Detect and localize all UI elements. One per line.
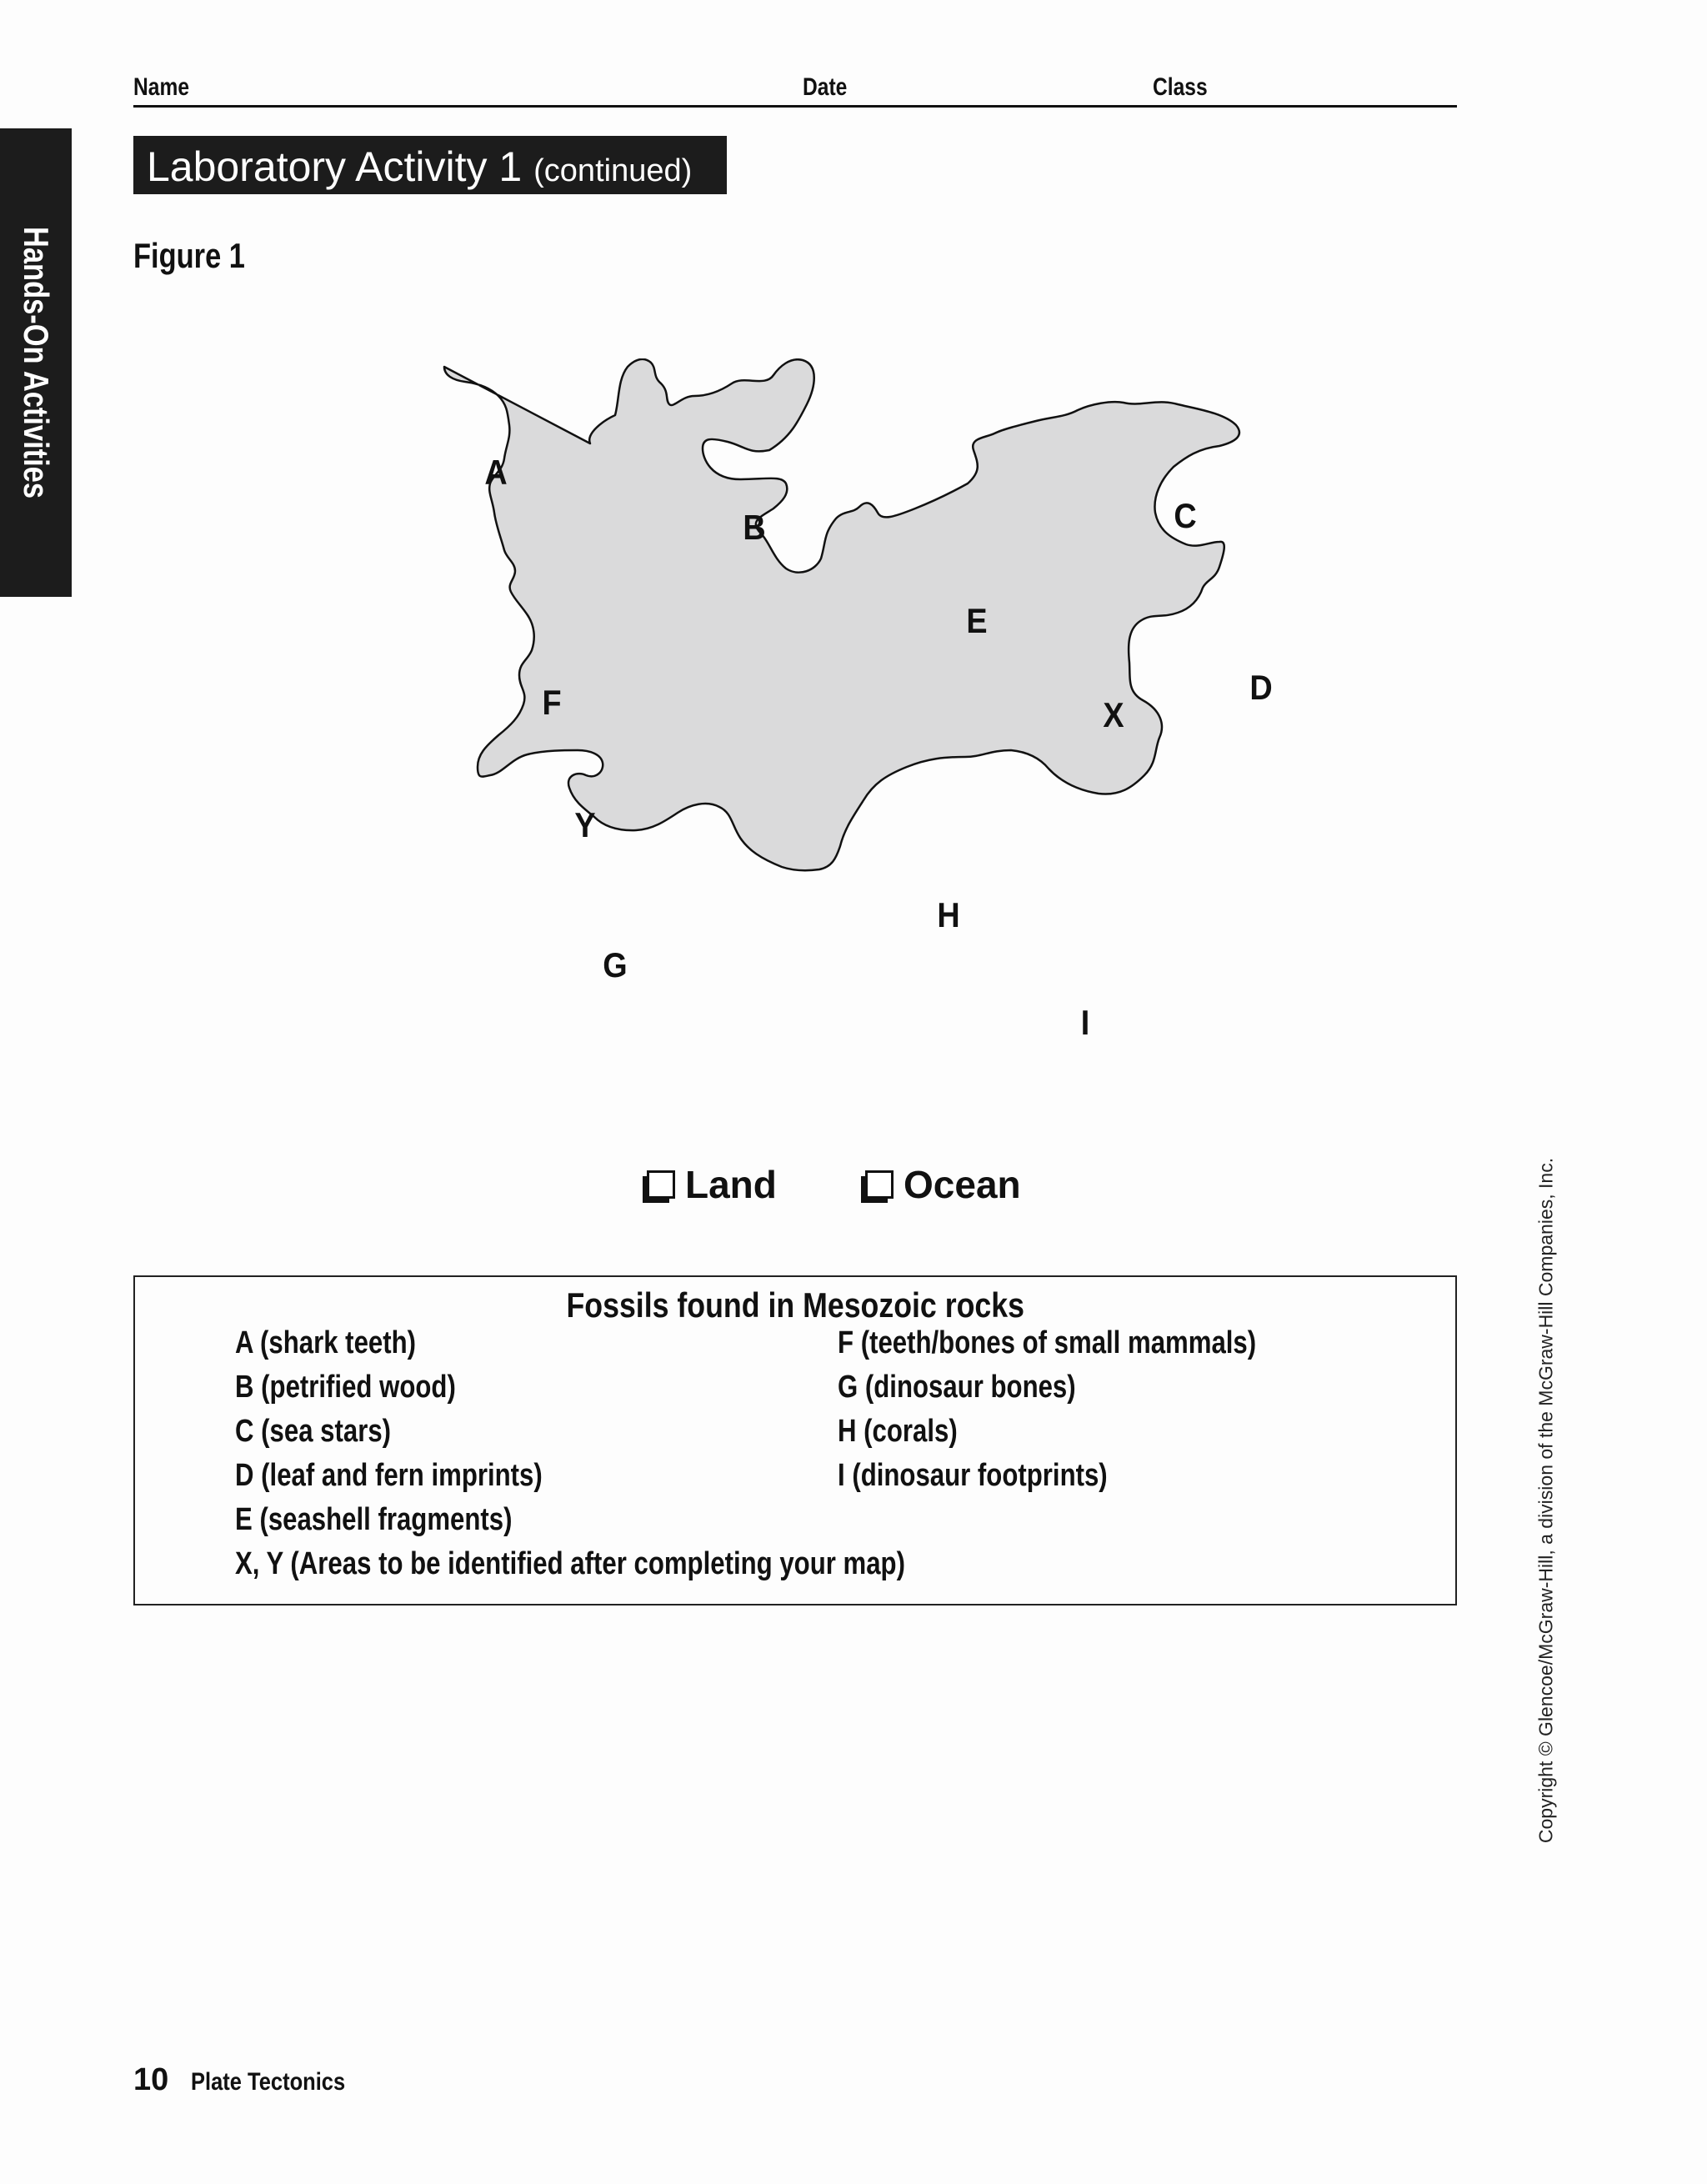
fossil-item-d: D (leaf and fern imprints) bbox=[235, 1458, 543, 1493]
map-label-a: A bbox=[484, 453, 508, 492]
class-label: Class bbox=[1153, 73, 1208, 101]
side-tab bbox=[0, 128, 72, 597]
name-label: Name bbox=[133, 73, 190, 101]
fossil-item-b: B (petrified wood) bbox=[235, 1370, 456, 1405]
fossil-item-g: G (dinosaur bones) bbox=[838, 1370, 1076, 1405]
key-ocean-label: Ocean bbox=[904, 1163, 1021, 1206]
copyright-notice: Copyright © Glencoe/McGraw-Hill, a division of the McGraw-Hill Companies, Inc. bbox=[1534, 1157, 1557, 1844]
page-number: 10 bbox=[133, 2062, 169, 2097]
map-label-g: G bbox=[603, 945, 628, 984]
map-label-f: F bbox=[542, 683, 562, 722]
activity-title: Laboratory Activity 1 bbox=[147, 143, 523, 190]
key-land[interactable] bbox=[642, 1162, 777, 1207]
fossil-item-c: C (sea stars) bbox=[235, 1414, 392, 1449]
map-label-y: Y bbox=[574, 805, 596, 844]
land-checkbox[interactable] bbox=[647, 1170, 675, 1199]
fossil-item-e: E (seashell fragments) bbox=[235, 1502, 513, 1537]
activity-title-bar bbox=[133, 136, 727, 194]
map-label-c: C bbox=[1174, 496, 1197, 535]
key-ocean[interactable] bbox=[860, 1162, 1021, 1207]
fossil-item-xy: X, Y (Areas to be identified after completing your map) bbox=[235, 1546, 905, 1581]
map-label-e: E bbox=[966, 601, 988, 640]
activity-title-sub: (continued) bbox=[533, 153, 693, 188]
map-label-x: X bbox=[1103, 695, 1124, 734]
map-label-h: H bbox=[937, 895, 960, 934]
fossil-table-title bbox=[135, 1285, 1455, 1325]
date-label: Date bbox=[803, 73, 848, 101]
fossil-item-f: F (teeth/bones of small mammals) bbox=[838, 1325, 1257, 1360]
landmass bbox=[444, 359, 1239, 870]
page-footer bbox=[133, 2062, 373, 2098]
book-title: Plate Tectonics bbox=[190, 2068, 345, 2096]
map-label-b: B bbox=[743, 508, 766, 547]
side-tab-label: Hands-On Activities bbox=[17, 227, 56, 498]
continent-map bbox=[433, 358, 1375, 1134]
ocean-checkbox[interactable] bbox=[865, 1170, 894, 1199]
fossil-item-h: H (corals) bbox=[838, 1414, 958, 1449]
fossil-table-title-text: Fossils found in Mesozoic rocks bbox=[566, 1285, 1024, 1325]
continent-shape bbox=[433, 358, 1375, 1134]
key-land-label: Land bbox=[685, 1163, 777, 1206]
header-line bbox=[133, 68, 1457, 108]
map-label-i: I bbox=[1080, 1003, 1090, 1042]
fossil-table bbox=[133, 1275, 1457, 1605]
figure-label: Figure 1 bbox=[133, 236, 245, 275]
fossil-item-i: I (dinosaur footprints) bbox=[838, 1458, 1108, 1493]
fossil-item-a: A (shark teeth) bbox=[235, 1325, 417, 1360]
map-label-d: D bbox=[1249, 668, 1273, 707]
